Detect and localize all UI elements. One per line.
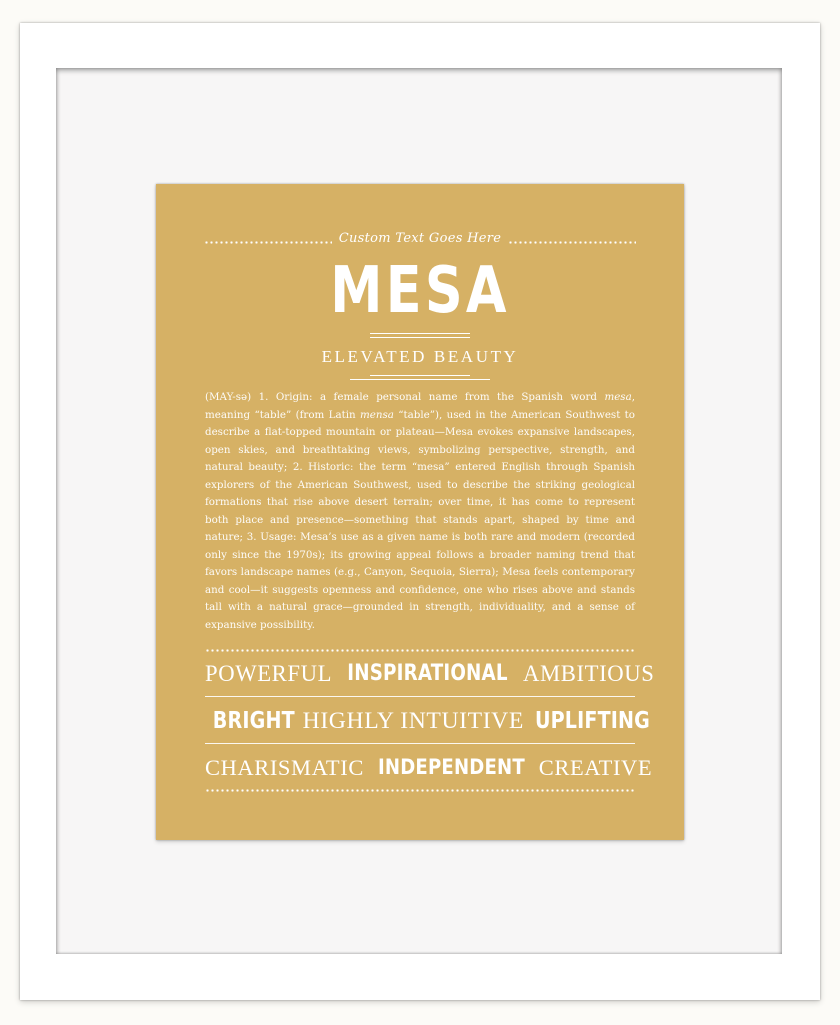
definition-italic-term: mesa	[604, 391, 632, 403]
divider-rule-top-2	[370, 337, 470, 338]
traits-dotline-top	[205, 649, 635, 652]
divider-rule-top	[370, 333, 470, 334]
trait-word: BRIGHT	[212, 708, 295, 734]
name-definition	[205, 389, 635, 634]
tagline-dots-right	[508, 241, 636, 244]
mat-board	[56, 68, 782, 954]
trait-row-3	[205, 750, 653, 786]
definition-text: , meaning “table” (from Latin	[205, 391, 635, 421]
name-print	[156, 184, 684, 840]
traits-dotline-bottom	[205, 789, 635, 792]
trait-word: POWERFUL	[205, 661, 333, 686]
trait-word: INDEPENDENT	[377, 755, 525, 780]
tagline-dots-left	[204, 241, 332, 244]
trait-row-2	[205, 703, 650, 739]
definition-text: “table”), used in the American Southwest to describe a flat-topped mountain or plateau—Mesa evokes expansive landscapes, open skies, and breathtaking views, symbolizing perspective, strength, and natural beauty; 2. Historic: the term “mesa” entered English through Spanish explorers of the American Southwest, used to describe the striking geological formations that rise above desert terrain; over time, it has come to represent both place and presence—something that stands apart, shaped by time and nature; 3. Usage: Mesa’s use as a given name is both rare and modern (recorded only since the 1970s); its growing appeal follows a broader naming trend that favors landscape names (e.g., Canyon, Sequoia, Sierra); Mesa feels contemporary and cool—it suggests openness and confidence, one who rises above and stands tall with a natural grace—grounded in strength, individuality, and a sense of expansive possibility.	[205, 408, 635, 631]
picture-frame	[20, 23, 820, 1000]
definition-text: (MAY-sə) 1. Origin: a female personal name from the Spanish word	[205, 391, 605, 403]
trait-word: HIGHLY INTUITIVE	[302, 708, 524, 734]
trait-divider-2	[205, 743, 635, 744]
trait-row-1	[205, 656, 655, 692]
definition-italic-term: mensa	[359, 408, 394, 421]
tagline-row	[204, 228, 636, 252]
trait-word: CHARISMATIC	[205, 755, 364, 780]
custom-tagline: Custom Text Goes Here	[338, 231, 502, 246]
trait-word: UPLIFTING	[534, 708, 650, 734]
trait-word: AMBITIOUS	[523, 661, 655, 686]
trait-word: CREATIVE	[538, 755, 653, 780]
divider-rule-bottom-2	[350, 379, 490, 380]
trait-divider-1	[205, 696, 635, 697]
divider-rule-bottom	[370, 375, 470, 376]
trait-word: INSPIRATIONAL	[347, 661, 508, 686]
name-title: MESA	[330, 254, 510, 328]
name-meaning-subtitle: ELEVATED BEAUTY	[321, 347, 519, 366]
